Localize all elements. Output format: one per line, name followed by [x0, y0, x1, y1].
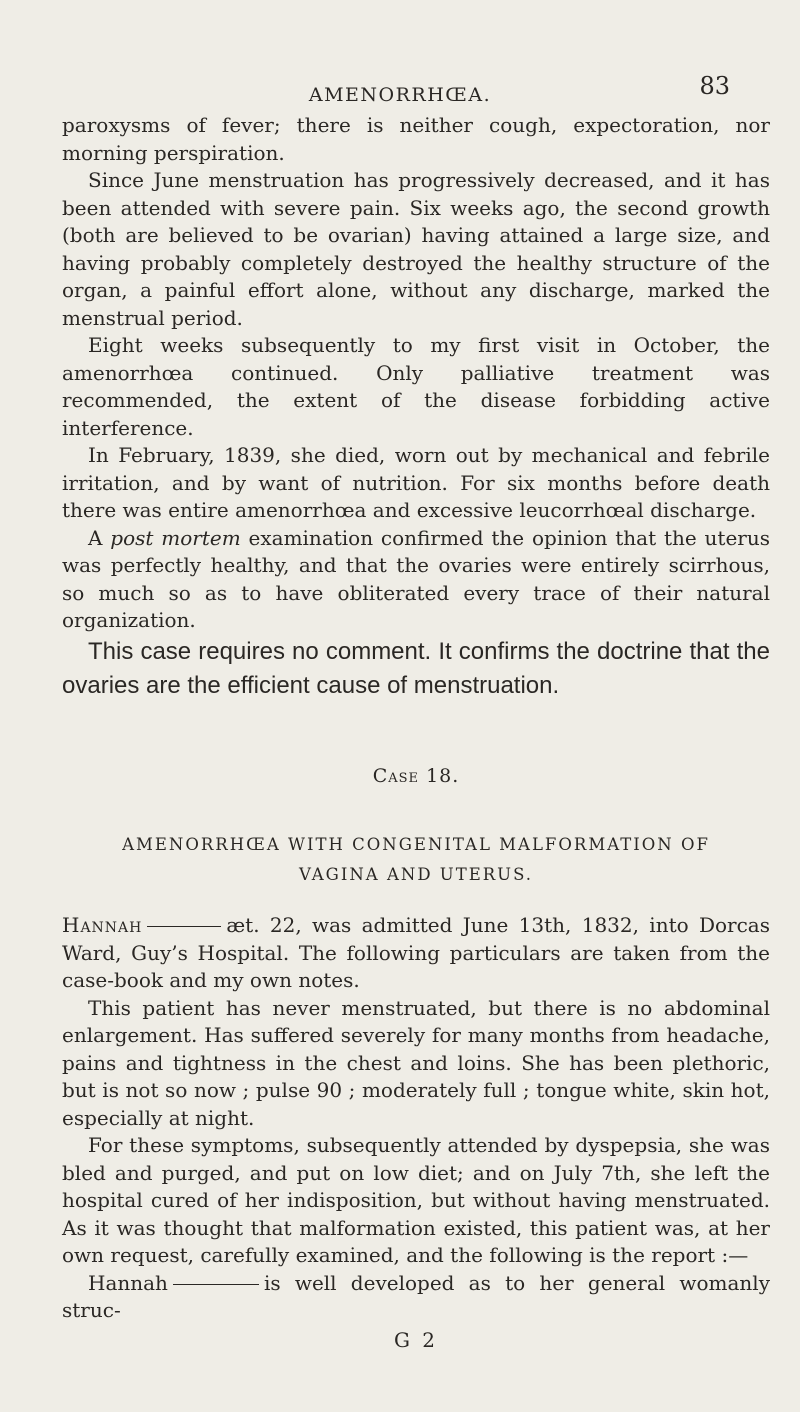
name-dash-report: [173, 1284, 259, 1285]
paragraph-death: In February, 1839, she died, worn out by mechanical and febrile irritation, and by want of nutrition. For six months before death there was entire amenorrhœa and excessive leucorrhœal discharge.: [62, 443, 770, 522]
page-number: 83: [699, 72, 730, 100]
paragraph-continuation: paroxysms of fever; there is neither cough, expectoration, nor morning perspiration.: [62, 113, 770, 165]
case-paragraph-report: [62, 1270, 770, 1325]
patient-name: Hannah: [62, 913, 143, 937]
paragraph-eight-weeks: Eight weeks subsequently to my first visit in October, the amenorrhœa continued. Only palliative treatment was recommended, the extent of the disease forbidding active interference.: [62, 333, 770, 440]
case-heading-line-1: AMENORRHŒA WITH CONGENITAL MALFORMATION OF: [122, 835, 710, 854]
case-body: [62, 912, 770, 1354]
case-heading-line-2: VAGINA AND UTERUS.: [298, 865, 534, 884]
case-title: Case 18.: [372, 764, 460, 787]
report-text: is well developed as to her general womanly struc-: [62, 1270, 770, 1322]
case-heading: [62, 830, 770, 890]
paragraph-menstruation: Since June menstruation has progressively decreased, and it has been attended with severe pain. Six weeks ago, the second growth (both are believed to be ovarian) having attained a large size, and having probably completely destroyed the healthy structure of the organ, a painful effort alone, without any discharge, marked the menstrual period.: [62, 168, 770, 330]
case-paragraph-admission: [62, 912, 770, 995]
body-text: [62, 112, 770, 1354]
case-paragraph-symptoms: This patient has never menstruated, but there is no abdominal enlargement. Has suffered severely for many months from headache, pains and tightness in the chest and loins. She has been plethoric, but is not so now ; pulse 90 ; moderately full ; tongue white, skin hot, especially at night.: [62, 995, 770, 1130]
name-dash: [147, 926, 221, 927]
case-paragraph-treatment: For these symptoms, subsequently attended by dyspepsia, she was bled and purged, and put on low diet; and on July 7th, she left the hospital cured of her indisposition, but without having menstruated. As it was thought that malformation existed, this patient was, at her own request, carefully examined, and the following is the report :—: [62, 1133, 770, 1267]
admission-text: æt. 22, was admitted June 13th, 1832, into Dorcas Ward, Guy’s Hospital. The following particulars are taken from the case-book and my own notes.: [62, 913, 770, 992]
patient-name-report: Hannah: [88, 1270, 168, 1295]
paragraph-post-mortem: [62, 525, 770, 635]
post-mortem-prefix: A: [88, 525, 103, 550]
post-mortem-italic: post mortem: [110, 525, 241, 550]
post-mortem-text: examination confirmed the opinion that the uterus was perfectly healthy, and that the ovaries were entirely scirrhous, so much so as to have obliterated every trace of their natural organization.: [62, 525, 771, 632]
comment-paragraph: This case requires no comment. It confirms the doctrine that the ovaries are the efficient cause of menstruation.: [62, 637, 770, 699]
running-title: AMENORRHŒA.: [308, 84, 492, 106]
signature-mark: G 2: [393, 1327, 439, 1352]
